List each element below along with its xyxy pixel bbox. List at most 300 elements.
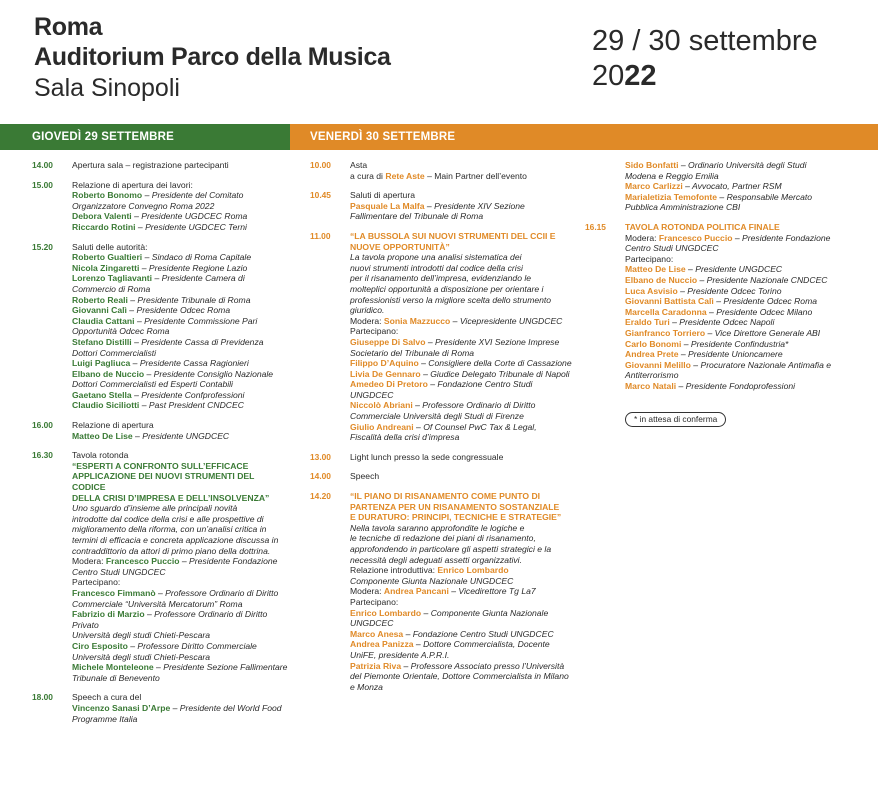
time-label: 10.00 <box>310 160 331 170</box>
schedule-line <box>72 326 290 337</box>
schedule-line <box>72 673 290 684</box>
schedule-line <box>350 576 586 587</box>
session-title: TAVOLA ROTONDA POLITICA FINALE <box>625 221 780 232</box>
speaker-role: – Ordinario Università degli Studi <box>678 160 807 170</box>
speaker-name: Andrea Prete <box>625 349 679 360</box>
session-title: “ESPERTI A CONFRONTO SULL’EFFICACE <box>72 460 249 471</box>
schedule-line <box>350 211 586 222</box>
text: Speech <box>350 471 380 482</box>
schedule-line <box>72 284 290 295</box>
confirmation-note: * in attesa di conferma <box>625 412 726 427</box>
speaker-role: Societario del Tribunale di Roma <box>350 347 475 358</box>
speaker-role: – Consigliere della Corte di Cassazione <box>418 358 572 369</box>
session-title: PARTENZA PER UN RISANAMENTO SOSTANZIALE <box>350 501 560 512</box>
speaker-name: Livia De Gennaro <box>350 368 421 379</box>
speaker-role: – Professore Associato presso l’Università <box>401 660 565 671</box>
schedule-line <box>350 618 586 629</box>
text: Modera: <box>625 232 659 243</box>
schedule-line <box>350 390 586 401</box>
session-title: E DURATURO: PRINCIPI, TECNICHE E STRATEGIE” <box>350 512 562 523</box>
speaker-role: – Past President CNDCEC <box>139 400 244 411</box>
speaker-name: Elbano de Nuccio <box>72 368 145 379</box>
schedule-line <box>625 275 845 286</box>
schedule-line <box>72 514 290 525</box>
hall: Sala Sinopoli <box>34 74 180 102</box>
speaker-role: – Presidente XVI Sezione Imprese <box>425 336 560 347</box>
schedule-line <box>72 222 290 233</box>
speaker-role: Commercio di Roma <box>72 283 151 294</box>
day1-schedule <box>32 160 290 733</box>
schedule-line <box>625 233 845 244</box>
schedule-line <box>350 305 586 316</box>
time-label: 15.20 <box>32 241 53 252</box>
speaker-role: – Professore Ordinario di Diritto <box>155 587 279 598</box>
text: Modera: <box>350 586 384 597</box>
speaker-role: – Presidente Odcec Torino <box>677 285 782 296</box>
schedule-line <box>72 524 290 535</box>
speaker-name: Luigi Pagliuca <box>72 358 131 369</box>
speaker-name: Gianfranco Torriero <box>625 327 706 338</box>
year-prefix: 20 <box>592 60 625 92</box>
continued-participants <box>585 160 845 213</box>
speaker-name: Giovanni Calì <box>72 305 127 316</box>
speaker-role: Programme Italia <box>72 713 138 724</box>
schedule-line <box>350 284 586 295</box>
speaker-role: – Presidente Cassa di Previdenza <box>131 336 264 347</box>
text: Light lunch presso la sede congressuale <box>350 451 504 462</box>
time-label: 18.00 <box>32 692 53 703</box>
time-label: 14.20 <box>310 491 331 502</box>
speaker-name: Filippo D’Aquino <box>350 358 419 369</box>
speaker-role: – Presidente UGDCEC Terni <box>135 221 247 232</box>
schedule-line <box>625 381 845 392</box>
schedule-line <box>625 339 845 350</box>
schedule-line <box>350 422 586 433</box>
text: Saluti delle autorità: <box>72 241 148 252</box>
schedule-line <box>72 641 290 652</box>
speaker-name: Luca Asvisio <box>625 285 678 296</box>
schedule-line <box>350 358 586 369</box>
schedule-line <box>72 556 290 567</box>
speaker-name: Giuseppe Di Salvo <box>350 336 426 347</box>
session-title: “LA BUSSOLA SUI NUOVI STRUMENTI DEL CCII E <box>350 230 556 241</box>
schedule-line <box>350 533 586 544</box>
speaker-role: per il risanamento dell’impresa, evidenziando le <box>350 273 532 284</box>
text: Modera: <box>350 315 384 326</box>
schedule-line <box>625 192 845 203</box>
schedule-item <box>310 231 586 443</box>
speaker-role: Modena e Reggio Emilia <box>625 170 719 181</box>
schedule-line <box>350 682 586 693</box>
schedule-line <box>625 222 845 233</box>
session-title: DELLA CRISI D’IMPRESA E DELL’INSOLVENZA” <box>72 492 270 503</box>
time-label: 14.00 <box>32 160 53 170</box>
speaker-role: – Presidente Odcec Napoli <box>669 317 775 328</box>
schedule-line <box>72 369 290 380</box>
speaker-name: Ciro Esposito <box>72 640 128 651</box>
schedule-line <box>625 264 845 275</box>
schedule-line <box>72 630 290 641</box>
speaker-role: – Professore Diritto Commerciale <box>127 640 257 651</box>
speaker-role: approfondendo in particolare gli aspetti strategici e la <box>350 544 552 554</box>
schedule-item <box>310 471 586 482</box>
schedule-line <box>72 295 290 306</box>
schedule-line <box>350 273 586 284</box>
speaker-name: Amedeo Di Pretoro <box>350 379 428 390</box>
schedule-line <box>350 471 586 482</box>
schedule-line <box>72 160 290 171</box>
speaker-name: Pasquale La Malfa <box>350 200 425 211</box>
text: Modera: <box>72 556 106 567</box>
speaker-role: del Piemonte Orientale, Dottore Commercialista in Milano <box>350 671 569 682</box>
schedule-line <box>72 599 290 610</box>
schedule-item <box>310 491 586 692</box>
schedule-line <box>72 201 290 212</box>
speaker-role: – Presidente Confindustria* <box>681 338 789 349</box>
speaker-role: Opportunità Odcec Roma <box>72 326 170 337</box>
schedule-line <box>625 328 845 339</box>
speaker-role: – Presidente UNGDCEC <box>132 430 230 441</box>
speaker-role: Centro Studi UNGDCEC <box>625 243 719 254</box>
speaker-name: Marco Anesa <box>350 628 404 639</box>
schedule-line <box>350 608 586 619</box>
schedule-line <box>350 379 586 390</box>
speaker-role: – Fondazione Centro Studi UNGDCEC <box>403 628 554 639</box>
schedule-line <box>350 671 586 682</box>
speaker-name: Elbano de Nuccio <box>625 274 698 285</box>
time-label: 14.00 <box>310 471 331 482</box>
speaker-name: Sonia Mazzucco <box>383 315 451 326</box>
venue: Auditorium Parco della Musica <box>34 43 391 71</box>
speaker-role: Università degli studi Chieti-Pescara <box>72 630 211 641</box>
speaker-role: – Presidente Fondazione <box>732 232 831 243</box>
schedule-line <box>72 348 290 359</box>
day2-schedule-continued <box>585 160 845 427</box>
schedule-line <box>625 171 845 182</box>
schedule-line <box>72 379 290 390</box>
speaker-name: Sido Bonfatti <box>625 160 679 170</box>
speaker-name: Roberto Gualtieri <box>72 252 143 263</box>
time-label: 10.45 <box>310 190 331 201</box>
text: Asta <box>350 160 368 170</box>
speaker-role: contraddittorio da attori di primo piano della dottrina. <box>72 545 271 556</box>
schedule-line <box>72 211 290 222</box>
speaker-role: – Vice Direttore Generale ABI <box>705 327 821 338</box>
schedule-line <box>72 652 290 663</box>
speaker-role: – Dottore Commercialista, Docente <box>413 639 550 650</box>
speaker-role: – Componente Giunta Nazionale <box>421 607 549 618</box>
speaker-name: Andrea Panizza <box>350 639 414 650</box>
schedule-line <box>350 295 586 306</box>
time-label: 16.30 <box>32 450 53 461</box>
speaker-role: Uno sguardo d’insieme alle principali novità <box>72 503 238 514</box>
schedule-line <box>350 171 586 182</box>
speaker-role: UNGDCEC <box>350 618 394 629</box>
day2-banner: VENERDÌ 30 SETTEMBRE <box>290 124 878 150</box>
speaker-name: Francesco Puccio <box>658 232 733 243</box>
schedule-line <box>350 544 586 555</box>
speaker-name: Riccardo Rotini <box>72 221 136 232</box>
schedule-line <box>350 201 586 212</box>
speaker-name: Enrico Lombardo <box>437 565 509 576</box>
speaker-role: – Presidente Camera di <box>152 273 245 284</box>
speaker-role: necessità degli adeguati assetti organizzativi. <box>350 554 522 565</box>
speaker-role: – Of Counsel PwC Tax & Legal, <box>413 421 537 432</box>
speaker-role: Nella tavola saranno approfondite le logiche e <box>350 522 525 533</box>
schedule-line <box>350 326 586 337</box>
day2-schedule <box>310 160 586 701</box>
speaker-name: Gaetano Stella <box>72 389 132 400</box>
session-title: NUOVE OPPORTUNITÀ” <box>350 241 450 252</box>
speaker-name: Marcella Caradonna <box>625 306 707 317</box>
speaker-role: Dottori Commercialisti ed Esperti Contabili <box>72 379 233 390</box>
schedule-line <box>350 337 586 348</box>
schedule-line <box>350 242 586 253</box>
speaker-name: Roberto Bonomo <box>72 190 143 201</box>
text: – Main Partner dell’evento <box>424 170 527 181</box>
speaker-role: – Presidente Tribunale di Roma <box>127 294 251 305</box>
schedule-line <box>72 461 290 472</box>
schedule-line <box>72 577 290 588</box>
speaker-role: – Presidente UNGDCEC <box>685 264 783 275</box>
speaker-role: – Presidente del World Food <box>170 702 282 713</box>
schedule-line <box>72 273 290 284</box>
speaker-role: – Presidente Fondazione <box>179 556 278 567</box>
speaker-role: – Presidente Odcec Milano <box>706 306 813 317</box>
schedule-line <box>625 370 845 381</box>
schedule-line <box>350 586 586 597</box>
schedule-line <box>350 629 586 640</box>
time-label: 16.15 <box>585 221 606 232</box>
schedule-line <box>350 650 586 661</box>
schedule-line <box>625 360 845 371</box>
speaker-name: Francesco Fimmanò <box>72 587 156 598</box>
speaker-role: – Presidente Commissione Pari <box>134 315 258 326</box>
schedule-line <box>350 190 586 201</box>
speaker-role: – Presidente Odcec Roma <box>126 305 231 316</box>
text: Relazione di apertura dei lavori: <box>72 179 193 190</box>
speaker-role: Antiterrorismo <box>625 370 679 381</box>
schedule-line <box>72 263 290 274</box>
schedule-line <box>350 639 586 650</box>
schedule-line <box>72 390 290 401</box>
speaker-role: – Presidente Sezione Fallimentare <box>153 662 288 673</box>
speaker-name: Giulio Andreani <box>350 421 414 432</box>
speaker-role: – Professore Ordinario di Diritto <box>412 400 536 411</box>
schedule-line <box>72 662 290 673</box>
date-year <box>592 59 818 94</box>
schedule-line <box>72 242 290 253</box>
schedule-item <box>32 242 290 412</box>
final-round-table <box>585 222 845 392</box>
time-label: 11.00 <box>310 230 331 241</box>
schedule-line <box>350 502 586 513</box>
speaker-name: Debora Valenti <box>72 211 132 222</box>
speaker-role: Dottori Commercialisti <box>72 347 157 358</box>
speaker-role: termini di efficacia e concreta applicazione discussa in <box>72 535 279 545</box>
speaker-role: – Sindaco di Roma Capitale <box>142 252 252 263</box>
schedule-line <box>350 369 586 380</box>
speaker-role: professionisti verso la migliore scelta dello strumento <box>350 294 552 305</box>
speaker-name: Stefano Distilli <box>72 336 132 347</box>
speaker-role: – Procuratore Nazionale Antimafia e <box>690 359 832 370</box>
text: Partecipano: <box>350 326 399 337</box>
speaker-role: Fallimentare del Tribunale di Roma <box>350 211 484 222</box>
schedule-line <box>625 243 845 254</box>
schedule-line <box>72 431 290 442</box>
speaker-role: miglioramento della riforma, con un’analisi critica in <box>72 524 267 535</box>
speaker-name: Rete Aste <box>385 170 425 181</box>
speaker-name: Claudio Siciliotti <box>72 400 140 411</box>
speaker-role: – Presidente XIV Sezione <box>424 200 525 211</box>
schedule-line <box>350 400 586 411</box>
speaker-role: – Vicedirettore Tg La7 <box>448 586 536 597</box>
schedule-item <box>310 160 586 181</box>
schedule-line <box>72 337 290 348</box>
schedule-item <box>32 450 290 683</box>
schedule-line <box>72 546 290 557</box>
speaker-role: le tecniche di redazione dei piani di risanamento, <box>350 533 536 544</box>
schedule-line <box>350 565 586 576</box>
speaker-name: Patrizia Riva <box>350 660 402 671</box>
speaker-role: – Professore Ordinario di Diritto Privato <box>72 609 268 630</box>
schedule-line <box>72 692 290 703</box>
text: Partecipano: <box>72 577 121 588</box>
day1-banner: GIOVEDÌ 29 SETTEMBRE <box>0 124 290 150</box>
speaker-role: – Presidente Regione Lazio <box>139 262 248 273</box>
speaker-role: Commerciale Università degli Studi di Firenze <box>350 411 524 422</box>
schedule-line <box>625 254 845 265</box>
schedule-line <box>72 535 290 546</box>
schedule-line <box>350 661 586 672</box>
schedule-line <box>350 252 586 263</box>
speaker-role: – Presidente Nazionale CNDCEC <box>697 274 828 285</box>
schedule-line <box>350 491 586 502</box>
schedule-item <box>32 420 290 441</box>
schedule-line <box>625 181 845 192</box>
speaker-role: e Monza <box>350 681 383 692</box>
schedule-item <box>310 190 586 222</box>
speaker-name: Giovanni Melillo <box>625 359 691 370</box>
session-title: “IL PIANO DI RISANAMENTO COME PUNTO DI <box>350 491 541 502</box>
schedule-line <box>625 160 845 171</box>
speaker-name: Claudia Cattani <box>72 315 135 326</box>
schedule-line <box>72 358 290 369</box>
text: a cura di <box>350 170 386 181</box>
speaker-role: Commerciale “Università Mercatorum” Roma <box>72 598 243 609</box>
schedule-line <box>72 703 290 714</box>
speaker-role: molteplici opportunità a disposizione per orientare i <box>350 283 544 294</box>
time-label: 15.00 <box>32 179 53 190</box>
schedule-line <box>350 411 586 422</box>
session-title: APPLICAZIONE DEI NUOVI STRUMENTI DEL CODICE <box>72 471 255 493</box>
speaker-name: Andrea Pancani <box>383 586 449 597</box>
schedule-line <box>350 348 586 359</box>
schedule-line <box>350 231 586 242</box>
speaker-name: Enrico Lombardo <box>350 607 422 618</box>
speaker-role: Tribunale di Benevento <box>72 672 160 683</box>
schedule-line <box>350 160 586 171</box>
speaker-role: Pubblica Amministrazione CBI <box>625 202 741 213</box>
schedule-line <box>72 609 290 630</box>
schedule-line <box>350 452 586 463</box>
speaker-name: Lorenzo Tagliavanti <box>72 273 153 284</box>
event-dates <box>592 24 818 94</box>
schedule-line <box>72 493 290 504</box>
city: Roma <box>34 13 103 41</box>
text: Relazione di apertura <box>72 420 154 431</box>
speaker-role: – Avvocato, Partner RSM <box>682 181 782 192</box>
speaker-role: giuridico. <box>350 305 385 316</box>
speaker-name: Fabrizio di Marzio <box>72 609 145 620</box>
schedule-line <box>350 597 586 608</box>
schedule-line <box>72 714 290 725</box>
speaker-role: – Fondazione Centro Studi <box>427 379 533 390</box>
speaker-name: Carlo Bonomi <box>625 338 682 349</box>
speaker-role: – Presidente del Comitato <box>142 190 244 201</box>
speaker-role: nuovi strumenti introdotti dal codice della crisi <box>350 262 523 273</box>
schedule-line <box>350 523 586 534</box>
speaker-role: Università degli studi Chieti-Pescara <box>72 651 211 662</box>
schedule-line <box>72 420 290 431</box>
speaker-role: – Presidente UGDCEC Roma <box>131 211 248 222</box>
schedule-line <box>72 450 290 461</box>
text: Apertura sala – registrazione partecipanti <box>72 160 229 170</box>
schedule-item <box>32 180 290 233</box>
schedule-line <box>72 252 290 263</box>
schedule-line <box>625 286 845 297</box>
speaker-role: UniFE, presidente A.P.R.I. <box>350 649 450 660</box>
text: Relazione introduttiva: <box>350 565 438 576</box>
schedule-line <box>625 202 845 213</box>
speaker-role: introdotte dal codice della crisi e alle prospettive di <box>72 513 264 524</box>
schedule-line <box>350 316 586 327</box>
schedule-line <box>72 567 290 578</box>
schedule-line <box>350 432 586 443</box>
speaker-role: Centro Studi UNGDCEC <box>72 566 166 577</box>
speaker-role: – Presidente Consiglio Nazionale <box>144 368 274 379</box>
speaker-name: Nicola Zingaretti <box>72 262 140 273</box>
date-days: 29 / 30 settembre <box>592 25 818 57</box>
text: Saluti di apertura <box>350 190 415 201</box>
page-header <box>0 0 878 122</box>
schedule-line <box>625 307 845 318</box>
schedule-line <box>625 317 845 328</box>
schedule-line <box>72 588 290 599</box>
speaker-name: Francesco Puccio <box>105 556 180 567</box>
schedule-item <box>32 692 290 724</box>
time-label: 13.00 <box>310 451 331 462</box>
schedule-line <box>72 471 290 492</box>
text: Speech a cura del <box>72 692 142 703</box>
schedule-line <box>72 316 290 327</box>
speaker-role: Organizzatore Convegno Roma 2022 <box>72 200 215 211</box>
speaker-role: – Presidente Fondoprofessioni <box>676 380 796 391</box>
time-label: 16.00 <box>32 420 53 431</box>
text: Partecipano: <box>350 596 399 607</box>
text: Tavola rotonda <box>72 450 129 461</box>
speaker-name: Marco Natali <box>625 380 677 391</box>
schedule-line <box>350 263 586 274</box>
year-suffix: 22 <box>624 60 657 92</box>
speaker-name: Vincenzo Sanasi D’Arpe <box>72 702 171 713</box>
schedule-line <box>350 555 586 566</box>
schedule-line <box>72 400 290 411</box>
text: Partecipano: <box>625 253 674 264</box>
speaker-name: Niccolò Abriani <box>350 400 413 411</box>
schedule-item <box>585 222 845 392</box>
schedule-line <box>72 180 290 191</box>
